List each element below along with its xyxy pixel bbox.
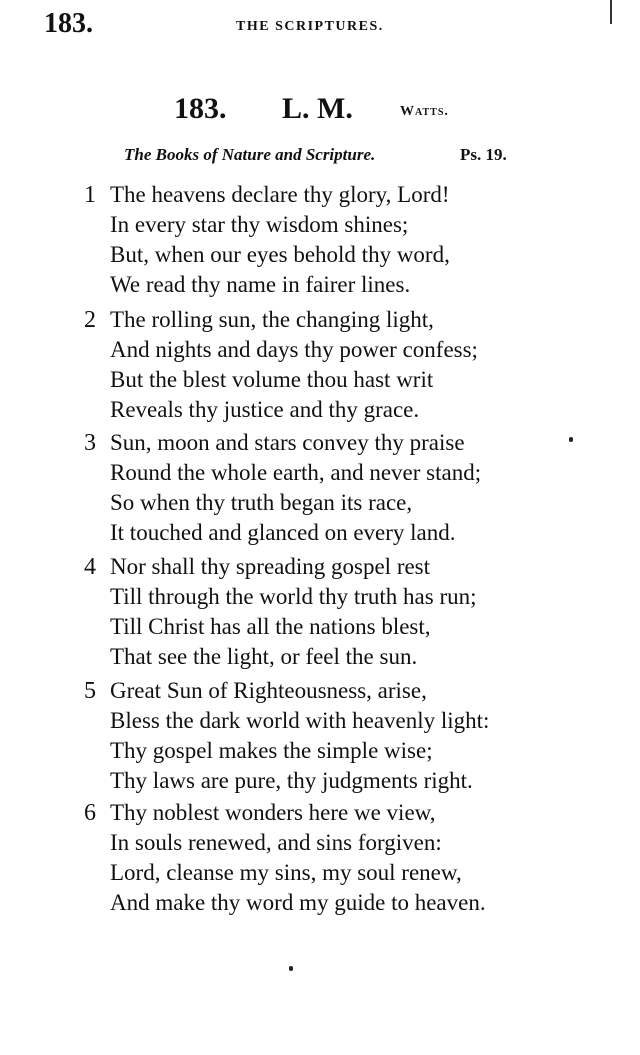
verse-line: Great Sun of Righteousness, arise, — [110, 678, 427, 703]
verse-line: So when thy truth began its race, — [110, 490, 413, 515]
verse-line: The rolling sun, the changing light, — [110, 307, 434, 332]
verse-line: Lord, cleanse my sins, my soul renew, — [110, 860, 462, 885]
verse-line: But the blest volume thou hast writ — [110, 367, 434, 392]
page-number: 183. — [44, 8, 93, 39]
verse-line: It touched and glanced on every land. — [110, 520, 456, 545]
scripture-reference: Ps. 19. — [460, 145, 507, 164]
ink-speck — [569, 437, 573, 442]
verse-line: Sun, moon and stars convey thy praise — [110, 430, 465, 455]
verse-line: Thy laws are pure, thy judgments right. — [110, 768, 473, 793]
verse-line: Round the whole earth, and never stand; — [110, 460, 482, 485]
stanza-number: 6 — [84, 800, 96, 826]
stanza-number: 1 — [84, 182, 96, 208]
verse-line: And nights and days thy power confess; — [110, 337, 478, 362]
hymn-heading — [0, 92, 640, 124]
verse-line: Till Christ has all the nations blest, — [110, 614, 431, 639]
verse-line: That see the light, or feel the sun. — [110, 644, 418, 669]
verse-line: Nor shall thy spreading gospel rest — [110, 554, 431, 579]
hymn-number: 183. — [174, 92, 227, 125]
hymn-author: Watts. — [400, 104, 449, 119]
verse-line: In souls renewed, and sins forgiven: — [110, 830, 442, 855]
stanza-number: 3 — [84, 430, 96, 456]
running-head: THE SCRIPTURES. — [236, 19, 384, 34]
verse-line: Reveals thy justice and thy grace. — [110, 397, 420, 422]
verse-line: And make thy word my guide to heaven. — [110, 890, 486, 915]
verse-line: Bless the dark world with heavenly light: — [110, 708, 490, 733]
verse-line: Till through the world thy truth has run; — [110, 584, 477, 609]
verse-line: Thy gospel makes the simple wise; — [110, 738, 433, 763]
verse-line: But, when our eyes behold thy word, — [110, 242, 450, 267]
verse-line: In every star thy wisdom shines; — [110, 212, 409, 237]
ink-speck — [289, 966, 293, 971]
verse-line: We read thy name in fairer lines. — [110, 272, 411, 297]
stanza-number: 2 — [84, 307, 96, 333]
hymn-meter: L. M. — [282, 92, 353, 125]
verse-line: The heavens declare thy glory, Lord! — [110, 182, 450, 207]
stanza-number: 4 — [84, 554, 96, 580]
page-edge-mark — [610, 0, 612, 24]
verse-line: Thy noblest wonders here we view, — [110, 800, 436, 825]
stanza-number: 5 — [84, 678, 96, 704]
hymn-subtitle: The Books of Nature and Scripture. — [124, 145, 376, 164]
